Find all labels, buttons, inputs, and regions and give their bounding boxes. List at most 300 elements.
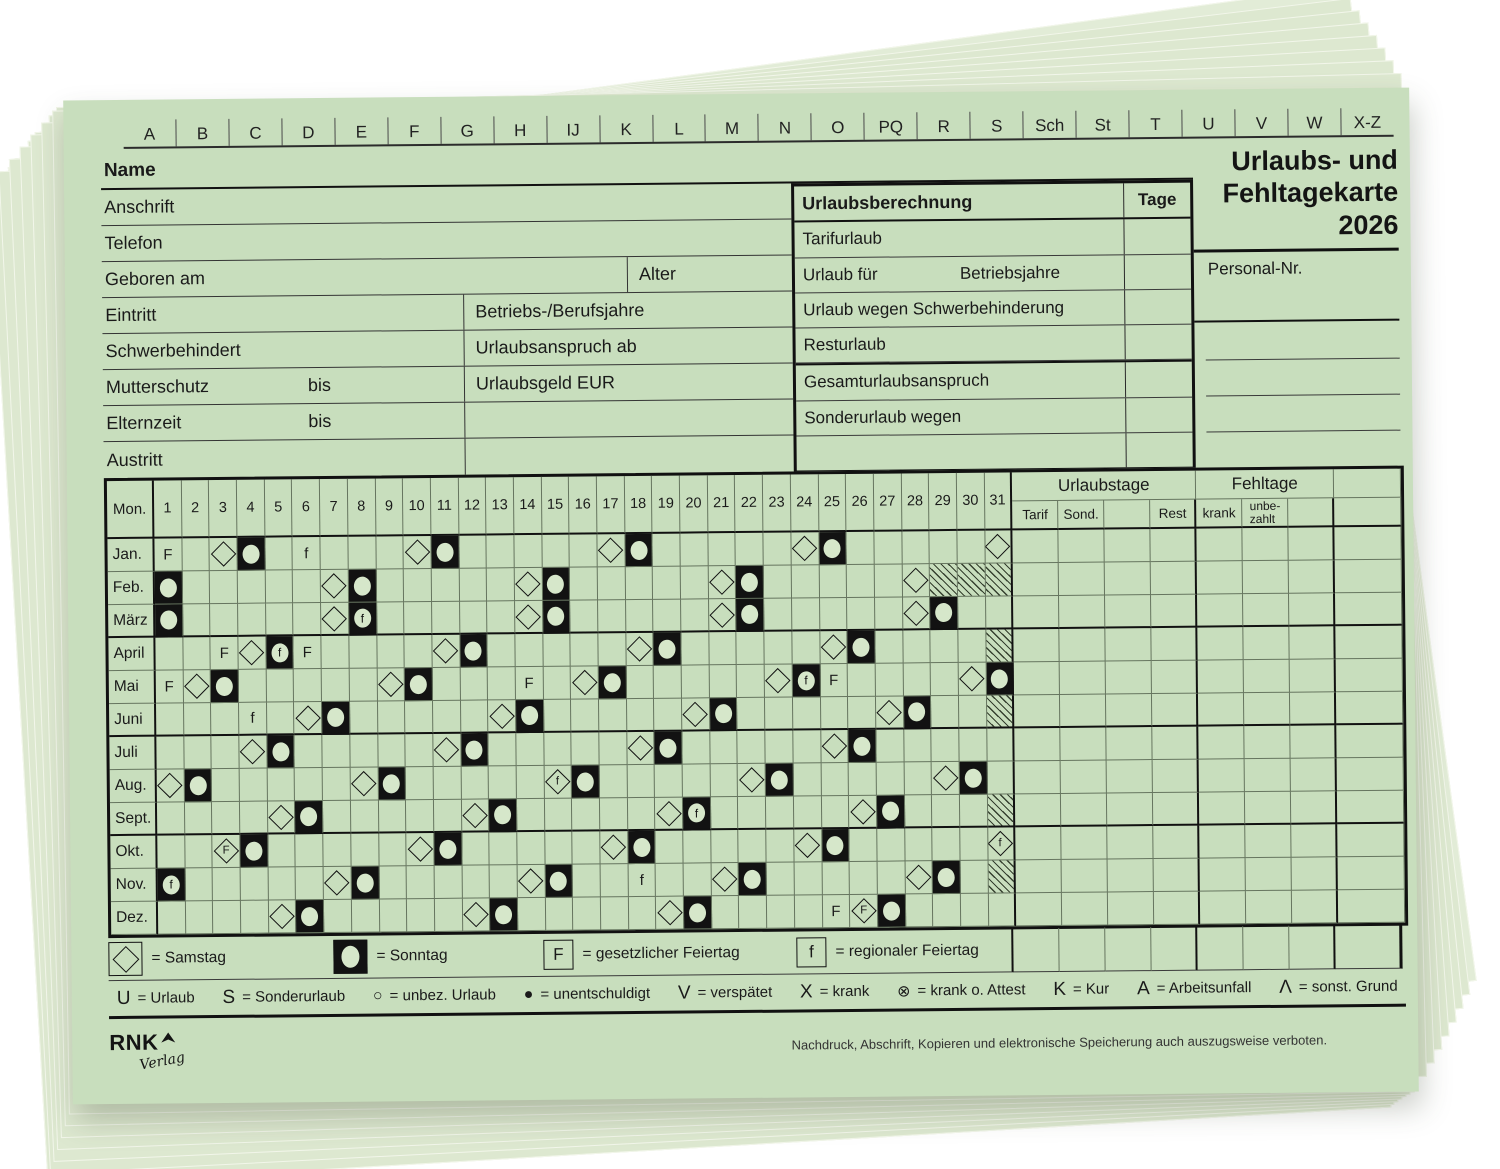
legend-code-item (1137, 977, 1252, 1000)
day-cell (265, 537, 293, 570)
day-cell (793, 763, 821, 796)
totals-cell (1152, 927, 1198, 971)
sunday-mark (878, 894, 906, 927)
sunday-dot-icon (744, 869, 761, 888)
legend-item-sunday-dot (333, 938, 447, 975)
sunday-dot-icon (300, 807, 317, 826)
sunday-mark (736, 599, 764, 632)
saturday-diamond-icon (933, 765, 958, 790)
day-cell (158, 901, 186, 934)
day-cell (514, 535, 542, 568)
totals-cell (1200, 858, 1246, 891)
alpha-tab-k: K (599, 115, 652, 143)
day-cell (379, 866, 407, 899)
sunday-dot-icon (935, 603, 952, 622)
totals-cell (1153, 760, 1199, 793)
day-cell (903, 630, 931, 663)
day-cell (407, 866, 435, 899)
sunday-mark (431, 536, 459, 569)
totals-cell (1245, 792, 1291, 825)
day-cell (792, 598, 820, 631)
sunday-dot-icon (964, 768, 981, 787)
day-cell (487, 601, 515, 634)
totals-cell (1016, 860, 1062, 893)
invalid-day-hatch (958, 564, 986, 597)
sunday-dot-icon (436, 542, 453, 561)
day-cell (379, 833, 407, 866)
day-cell (210, 604, 238, 637)
divider (1194, 319, 1399, 323)
day-cell (295, 735, 323, 768)
saturday-diamond-icon (240, 739, 265, 764)
day-cell (905, 894, 933, 927)
day-cell (709, 632, 737, 665)
day-cell (487, 568, 515, 601)
saturday-diamond-icon (627, 636, 652, 661)
calc-row-7 (796, 432, 1192, 470)
day-cell (766, 797, 794, 830)
saturday-mark (404, 536, 432, 569)
totals-cell (1061, 760, 1107, 793)
day-cell (819, 565, 847, 598)
day-cell (626, 666, 654, 699)
saturday-diamond-icon (988, 831, 1013, 856)
day-cell (682, 731, 710, 764)
day-cell (323, 834, 351, 867)
sunday-mark (349, 602, 377, 635)
saturday-diamond-icon (710, 602, 735, 627)
field-right-label: Urlaubsanspruch ab (475, 335, 637, 358)
day-cell (572, 798, 600, 831)
saturday-mark (406, 833, 434, 866)
day-cell (434, 800, 462, 833)
day-cell (543, 634, 571, 667)
totals-cell (1014, 928, 1060, 972)
day-cell (684, 863, 712, 896)
legend-item-label: = Samstag (151, 948, 227, 967)
day-cell (435, 899, 463, 932)
totals-cell (1200, 891, 1246, 924)
totals-cell (1197, 594, 1243, 627)
calc-label-2: Betriebsjahre (959, 262, 1061, 283)
sunday-mark (295, 801, 323, 834)
sunday-dot-icon (160, 610, 177, 629)
sunday-mark (710, 698, 738, 731)
sunday-mark (489, 799, 517, 832)
day-cell (459, 535, 487, 568)
saturday-mark (269, 900, 297, 933)
legend-code: ○ (372, 986, 383, 1005)
day-cell (848, 664, 876, 697)
saturday-mark (709, 599, 737, 632)
totals-sub-header: Sond. (1058, 501, 1104, 530)
saturday-diamond-icon (404, 539, 429, 564)
sunday-dot-icon (465, 641, 482, 660)
totals-cell (1338, 824, 1405, 858)
day-cell (571, 699, 599, 732)
day-number: 25 (818, 474, 846, 532)
urlaubstage-header: Urlaubstage (1012, 471, 1196, 502)
day-cell (212, 769, 240, 802)
day-cell (847, 532, 875, 565)
month-label: Nov. (111, 869, 158, 902)
alpha-tab-d: D (281, 118, 334, 146)
day-cell (293, 570, 321, 603)
saturday-mark (324, 867, 352, 900)
sunday-dot-icon (245, 841, 262, 860)
day-cell (932, 795, 960, 828)
day-cell (405, 701, 433, 734)
saturday-diamond-icon (324, 870, 349, 895)
saturday-mark (294, 702, 322, 735)
legend-code: S (222, 986, 236, 1008)
day-cell (573, 864, 601, 897)
sunday-dot-icon (439, 839, 456, 858)
calc-label: Tarifurlaub (802, 229, 883, 249)
saturday-diamond-icon (269, 904, 294, 929)
sunday-mark (792, 664, 820, 697)
saturday-mark (515, 601, 543, 634)
sunday-dot-icon (715, 704, 732, 723)
day-cell (462, 832, 490, 865)
day-cell (543, 667, 571, 700)
holiday-letter: f (250, 709, 255, 727)
day-cell (516, 733, 544, 766)
totals-cell (1336, 659, 1403, 693)
day-cell (433, 668, 461, 701)
day-cell (738, 797, 766, 830)
sunday-mark (572, 765, 600, 798)
day-cell (542, 535, 570, 568)
day-cell (296, 867, 324, 900)
day-cell (156, 736, 184, 769)
totals-cell (1243, 561, 1289, 594)
brand-name: RNK (109, 1029, 159, 1056)
day-cell (764, 632, 792, 665)
totals-cell (1337, 791, 1404, 825)
day-cell (820, 598, 848, 631)
day-cell (488, 667, 516, 700)
calc-row-4 (795, 325, 1191, 364)
totals-cell (1014, 662, 1060, 695)
divider (1206, 430, 1400, 433)
legend-code: ⊗ (897, 982, 911, 1001)
day-cell (598, 567, 626, 600)
day-cell (322, 735, 350, 768)
day-cell (544, 733, 572, 766)
alpha-tab-a: A (143, 124, 156, 144)
legend-code: V (677, 982, 691, 1004)
totals-cell (1199, 759, 1245, 792)
legend-item-regional-holiday-box (796, 933, 979, 971)
day-cell (931, 630, 959, 663)
public-holiday-mark (211, 637, 239, 670)
day-cell (876, 729, 904, 762)
sunday-dot-icon (242, 544, 259, 563)
public-holiday-mark (516, 667, 544, 700)
day-cell (931, 663, 959, 696)
day-cell (404, 569, 432, 602)
day-number: 19 (652, 476, 680, 534)
day-cell (905, 828, 933, 861)
saturday-diamond-icon (184, 674, 209, 699)
day-cell (350, 701, 378, 734)
day-cell (960, 828, 988, 861)
saturday-diamond-icon (518, 868, 543, 893)
alpha-tab-pq: PQ (864, 112, 917, 140)
day-number: 28 (901, 473, 929, 531)
totals-cell (1106, 628, 1152, 661)
day-cell (461, 700, 489, 733)
sunday-dot-icon (333, 940, 367, 974)
totals-cell (1154, 826, 1200, 859)
day-cell (849, 829, 877, 862)
legend-code: K (1053, 978, 1067, 1000)
saturday-diamond-icon (268, 804, 293, 829)
saturday-mark (239, 736, 267, 769)
invalid-day-hatch (987, 695, 1015, 728)
day-cell (517, 832, 545, 865)
month-label: Juli (109, 737, 156, 770)
calc-label: Gesamturlaubsanspruch (803, 370, 990, 392)
legend-code-item (373, 986, 496, 1005)
day-cell (460, 667, 488, 700)
totals-cell (1244, 627, 1290, 660)
day-cell (324, 900, 352, 933)
legend-code-label: = krank (819, 982, 870, 1001)
totals-cell (1291, 791, 1337, 824)
calc-label: Urlaub für (802, 264, 878, 285)
day-cell (268, 867, 296, 900)
day-cell (820, 697, 848, 730)
totals-cell (1199, 726, 1245, 759)
totals-cell (1105, 595, 1151, 628)
month-label: März (108, 605, 155, 638)
saturday-mark (627, 732, 655, 765)
day-number: 20 (680, 475, 708, 533)
day-cell (738, 731, 766, 764)
totals-cell (1154, 859, 1200, 892)
sunday-dot-icon (604, 673, 621, 692)
saturday-mark (903, 597, 931, 630)
legend-code-item (800, 980, 870, 1003)
sunday-dot-icon (938, 867, 955, 886)
sunday-mark (930, 597, 958, 630)
sunday-dot-icon (550, 871, 567, 890)
totals-cell (1062, 826, 1108, 859)
totals-cell (1290, 626, 1336, 659)
day-cell (877, 861, 905, 894)
card-title (1198, 144, 1399, 243)
sunday-dot-icon (383, 774, 400, 793)
saturday-diamond-icon (515, 571, 540, 596)
saturday-mark (708, 566, 736, 599)
day-cell (322, 669, 350, 702)
day-cell (847, 565, 875, 598)
day-number: 14 (514, 477, 542, 535)
saturday-mark (791, 532, 819, 565)
sunday-dot-icon (633, 837, 650, 856)
alpha-tab-x-z: X-Z (1340, 108, 1393, 136)
saturday-mark (765, 665, 793, 698)
day-number: 12 (458, 477, 486, 535)
sunday-mark (736, 566, 764, 599)
legend-item-holiday-box (543, 935, 740, 973)
day-cell (184, 736, 212, 769)
totals-cell (1245, 759, 1291, 792)
totals-cell (1151, 562, 1197, 595)
alpha-tab-st: St (1076, 110, 1129, 138)
field-divider (464, 367, 465, 402)
saturday-diamond-icon (462, 802, 487, 827)
day-cell (156, 703, 184, 736)
sunday-mark (542, 568, 570, 601)
field-divider (464, 439, 465, 475)
holiday-letter: F (831, 902, 841, 920)
day-cell (241, 868, 269, 901)
sunday-mark (378, 767, 406, 800)
legend-code: Λ (1279, 976, 1292, 998)
day-cell (877, 828, 905, 861)
legend-code-label: = verspätet (697, 983, 773, 1002)
day-number: 13 (486, 477, 514, 535)
sunday-dot-icon (547, 574, 564, 593)
day-cell (210, 571, 238, 604)
day-cell (931, 696, 959, 729)
day-cell (185, 868, 213, 901)
saturday-mark (488, 700, 516, 733)
day-cell (211, 703, 239, 736)
day-cell (434, 866, 462, 899)
brand-script: Verlag (138, 1049, 187, 1074)
calc-days-cell (1124, 254, 1191, 289)
holiday-letter: F (163, 545, 173, 564)
legend-code-item (1279, 975, 1398, 998)
day-cell (987, 728, 1015, 761)
invalid-day-hatch (930, 564, 958, 597)
saturday-diamond-icon (709, 569, 734, 594)
calc-row-6 (796, 397, 1192, 436)
day-number: 3 (209, 480, 237, 538)
day-cell (794, 862, 822, 895)
divider (1206, 358, 1400, 361)
day-number: 7 (320, 479, 348, 537)
saturday-diamond-icon (822, 733, 847, 758)
totals-cell (1106, 661, 1152, 694)
saturday-mark (213, 835, 241, 868)
day-cell (265, 570, 293, 603)
month-label: Aug. (110, 770, 157, 803)
day-cell (821, 763, 849, 796)
saturday-diamond-icon (601, 835, 626, 860)
sunday-mark (434, 833, 462, 866)
day-cell (904, 729, 932, 762)
legend-code-label: = Kur (1072, 980, 1110, 998)
public-holiday-mark (156, 670, 184, 703)
saturday-mark (902, 564, 930, 597)
saturday-diamond-icon (739, 767, 764, 792)
sunday-mark (739, 863, 767, 896)
sunday-dot-icon (853, 736, 870, 755)
day-cell (573, 897, 601, 930)
day-cell (683, 830, 711, 863)
day-cell (736, 533, 764, 566)
saturday-mark (711, 863, 739, 896)
totals-sub-header (1288, 498, 1334, 527)
saturday-diamond-icon (351, 771, 376, 796)
alpha-tab-sch: Sch (1023, 111, 1076, 139)
day-cell (573, 831, 601, 864)
sunday-mark (266, 636, 294, 669)
invalid-day-hatch (988, 794, 1016, 827)
totals-cell (1197, 561, 1243, 594)
day-cell (267, 768, 295, 801)
totals-cell (1291, 758, 1337, 791)
sunday-dot-icon (216, 676, 233, 695)
day-cell (654, 699, 682, 732)
saturday-diamond-icon (489, 703, 514, 728)
totals-cell (1059, 563, 1105, 596)
saturday-mark (959, 663, 987, 696)
day-cell (296, 834, 324, 867)
holiday-letter: F (828, 671, 839, 689)
totals-cell (1244, 660, 1290, 693)
day-cell (266, 669, 294, 702)
totals-cell (1013, 596, 1059, 629)
day-cell (570, 567, 598, 600)
sunday-mark (822, 829, 850, 862)
day-cell (765, 731, 793, 764)
sunday-dot-icon (908, 702, 925, 721)
day-cell (712, 896, 740, 929)
day-cell (766, 830, 794, 863)
sunday-mark (766, 764, 794, 797)
day-cell (515, 634, 543, 667)
sunday-mark (683, 797, 711, 830)
day-cell (850, 862, 878, 895)
day-cell (601, 897, 629, 930)
calc-row-3 (795, 289, 1191, 328)
sunday-mark (405, 668, 433, 701)
day-cell (680, 533, 708, 566)
day-cell (849, 763, 877, 796)
totals-cell (1154, 892, 1200, 925)
totals-cell (1291, 725, 1337, 758)
day-cell (460, 601, 488, 634)
totals-cell (1197, 528, 1243, 561)
sunday-mark (848, 631, 876, 664)
day-cell (293, 603, 321, 636)
day-cell (960, 861, 988, 894)
day-cell (321, 537, 349, 570)
day-cell (848, 697, 876, 730)
vacation-calc-header-row (794, 183, 1190, 223)
saturday-mark (432, 635, 460, 668)
month-label: April (108, 638, 155, 671)
day-number: 15 (541, 477, 569, 535)
totals-cell (1108, 859, 1154, 892)
day-cell (183, 637, 211, 670)
totals-cell (1152, 628, 1198, 661)
totals-cell (1060, 661, 1106, 694)
saturday-mark (350, 767, 378, 800)
day-cell (379, 899, 407, 932)
sunday-mark (184, 769, 212, 802)
totals-cell (1199, 792, 1245, 825)
day-cell (710, 731, 738, 764)
saturday-mark (849, 796, 877, 829)
day-cell (654, 666, 682, 699)
